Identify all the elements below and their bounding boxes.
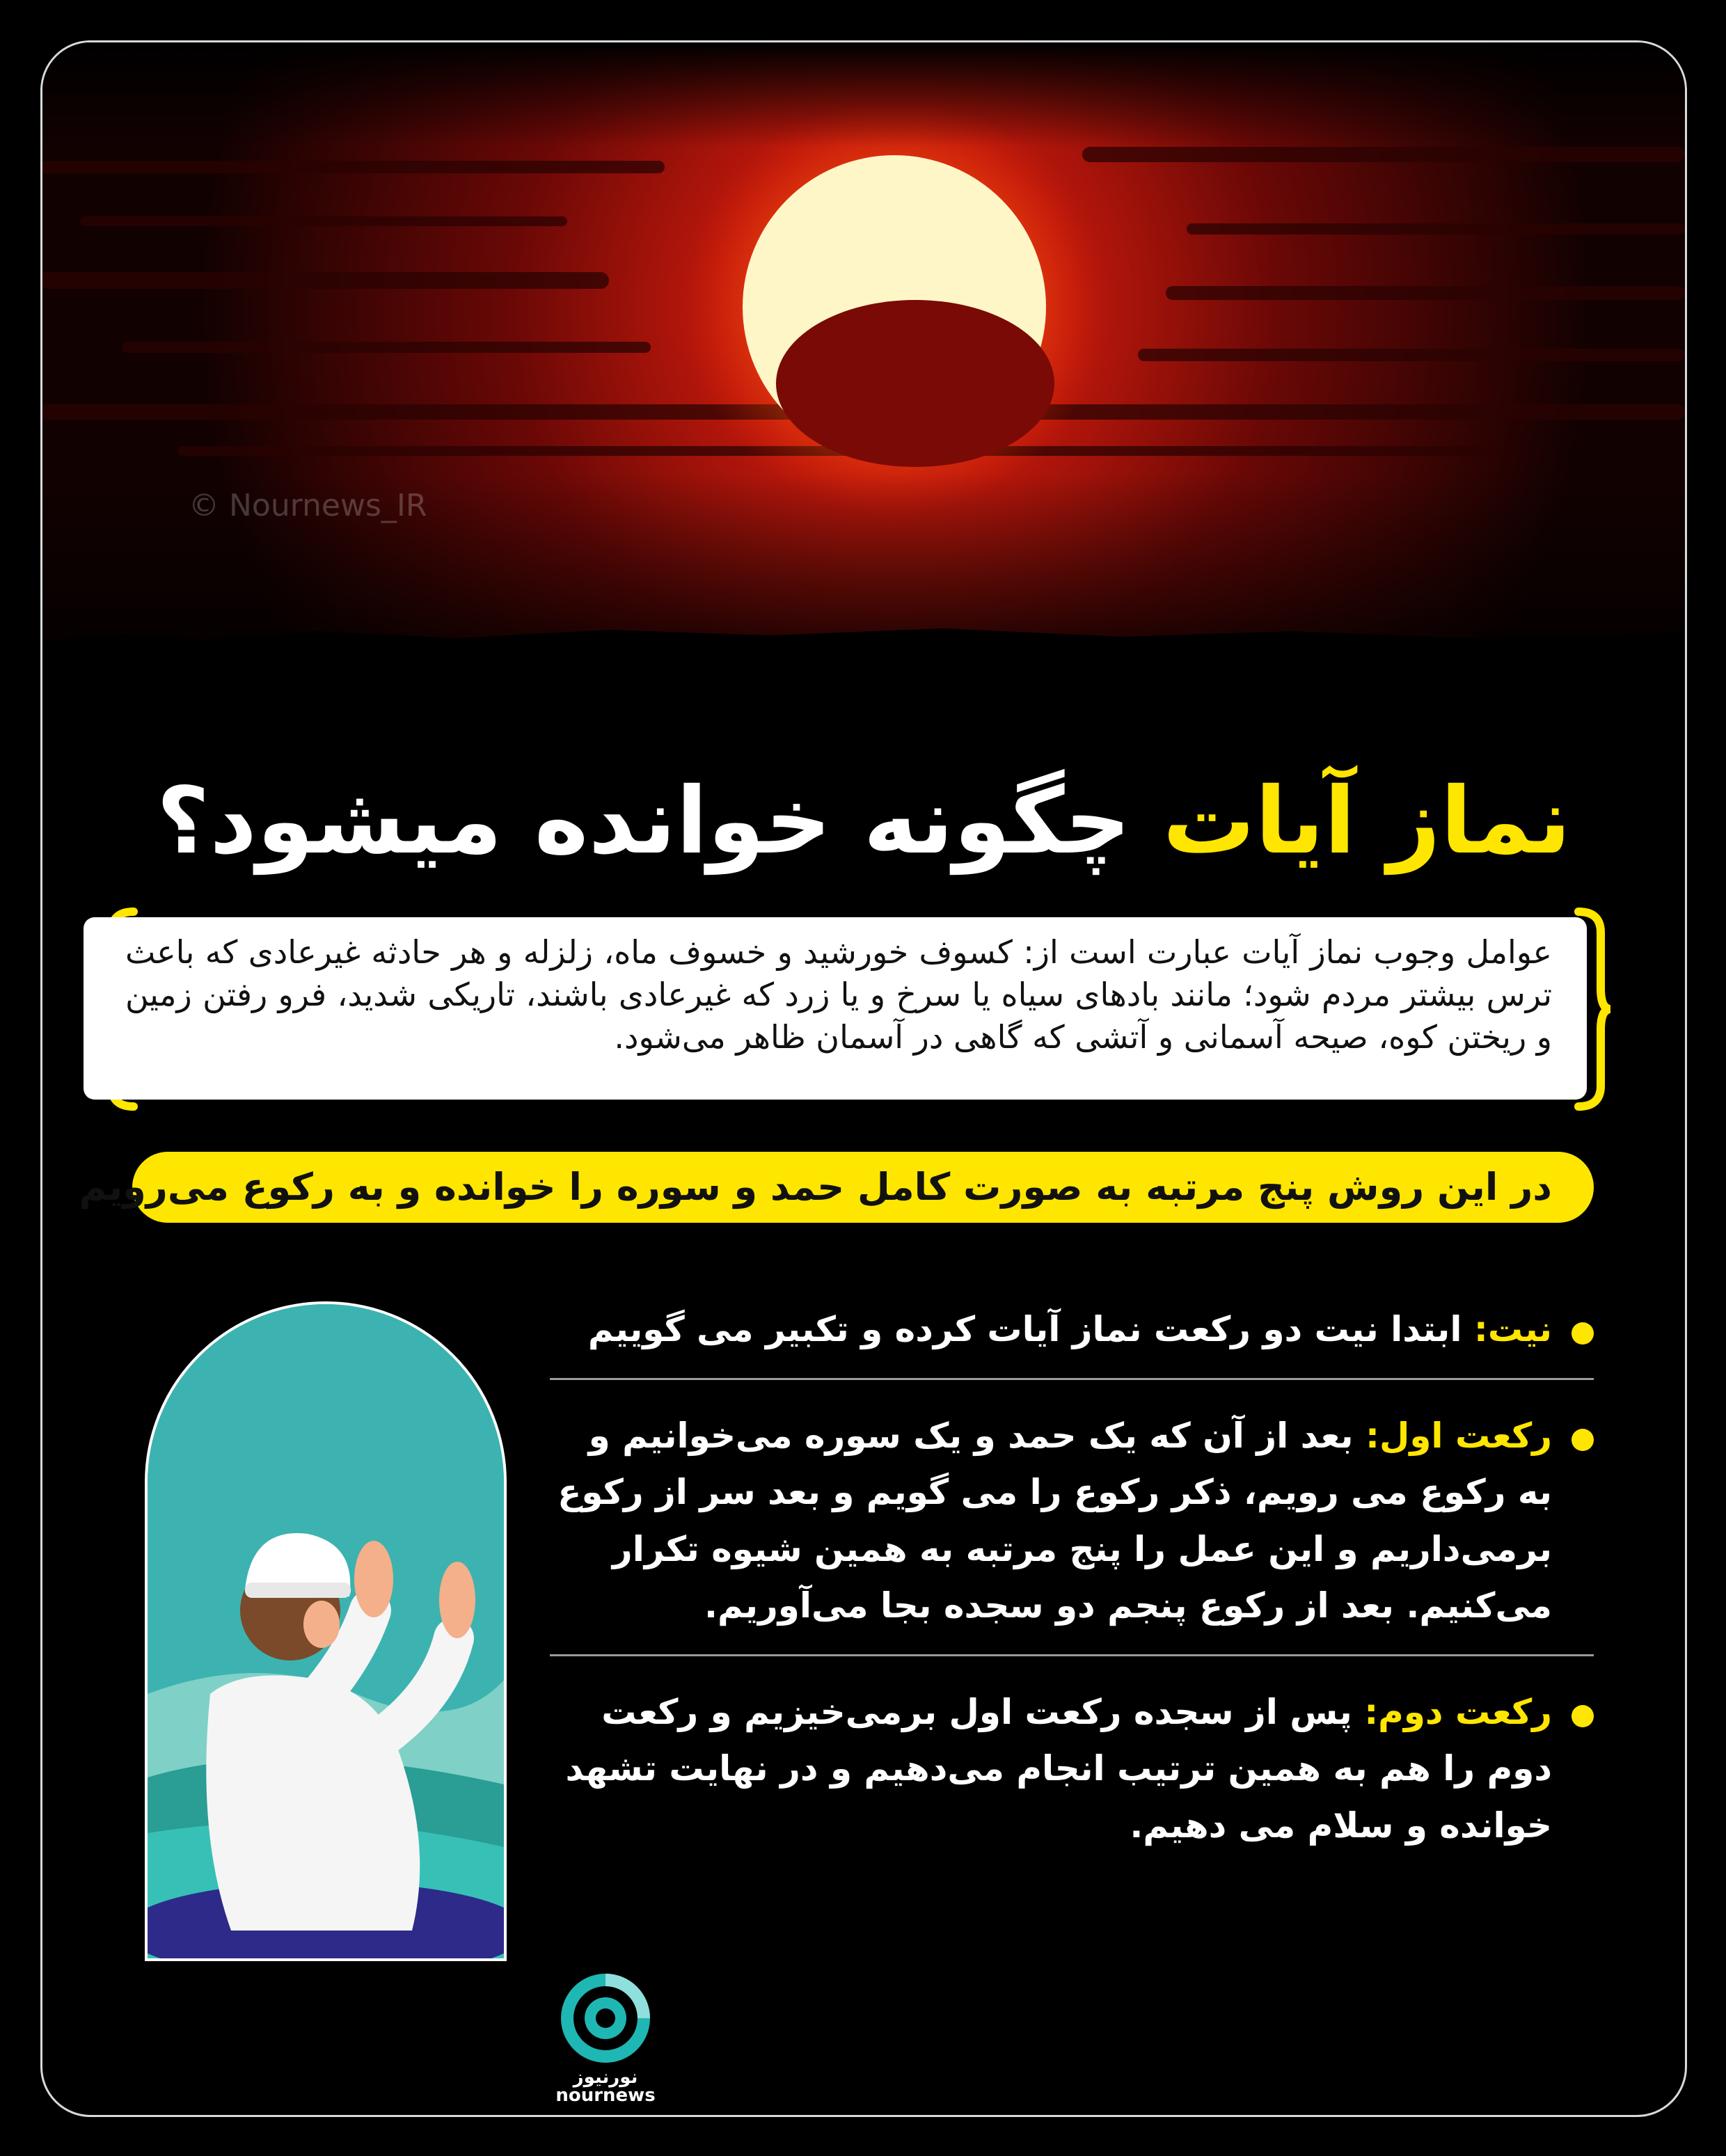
praying-man-illustration (145, 1301, 507, 1961)
eclipse-hero-image (42, 42, 1685, 704)
divider (550, 1378, 1594, 1380)
title-accent: نماز آیات (1162, 768, 1571, 875)
step-text: بعد از آن که یک حمد و یک سوره می‌خوانیم و به رکوع می رویم، ذکر رکوع را می گویم و بعد سر از رکوع برمی‌داریم و این عمل را پنج مرتبه به همین شیوه تکرار می‌کنیم. بعد از رکوع پنجم دو سجده بجا می‌آوریم. (557, 1415, 1552, 1626)
intro-text-box (84, 917, 1587, 1100)
logo-text-en: nournews (555, 2085, 656, 2106)
divider (550, 1654, 1594, 1656)
moon-shadow (776, 300, 1054, 467)
step-label: نیت: (1473, 1309, 1552, 1349)
intro-text: عوامل وجوب نماز آیات عبارت است از: کسوف خورشید و خسوف ماه، زلزله و هر حادثه غیرعادی که باعث ترس بیشتر مردم شود؛ مانند بادهای سیاه یا سرخ و یا زرد که غیرعادی باشند، تاریکی شدید، فرو رفتن زمین و ریختن کوه، صیحه آسمانی و آتشی که گاهی در آسمان ظاهر می‌شود. (125, 933, 1552, 1056)
list-item (550, 1408, 1594, 1635)
steps-list (550, 1301, 1594, 1854)
title-rest: چگونه خوانده میشود؟ (156, 768, 1131, 875)
bullet-icon (1571, 1429, 1594, 1451)
list-item (550, 1301, 1594, 1358)
logo-text-fa: نورنیوز (573, 2067, 638, 2088)
bullet-icon (1571, 1705, 1594, 1727)
watermark: © Nournews_IR (189, 488, 427, 523)
list-item (550, 1684, 1594, 1855)
page-title (42, 766, 1685, 876)
method-highlight: در این روش پنج مرتبه به صورت کامل حمد و سوره را خوانده و به رکوع می‌رویم (132, 1152, 1594, 1223)
step-label: رکعت دوم: (1364, 1691, 1552, 1732)
step-label: رکعت اول: (1365, 1415, 1552, 1456)
nournews-logo (550, 1969, 661, 2106)
bullet-icon (1571, 1322, 1594, 1345)
swirl-logo-icon (557, 1969, 654, 2067)
step-text: پس از سجده رکعت اول برمی‌خیزیم و رکعت دوم را هم به همین ترتیب انجام می‌دهیم و در نهایت تشهد خوانده و سلام می دهیم. (565, 1691, 1552, 1846)
step-text: ابتدا نیت دو رکعت نماز آیات کرده و تکبیر می گوییم (587, 1309, 1462, 1349)
